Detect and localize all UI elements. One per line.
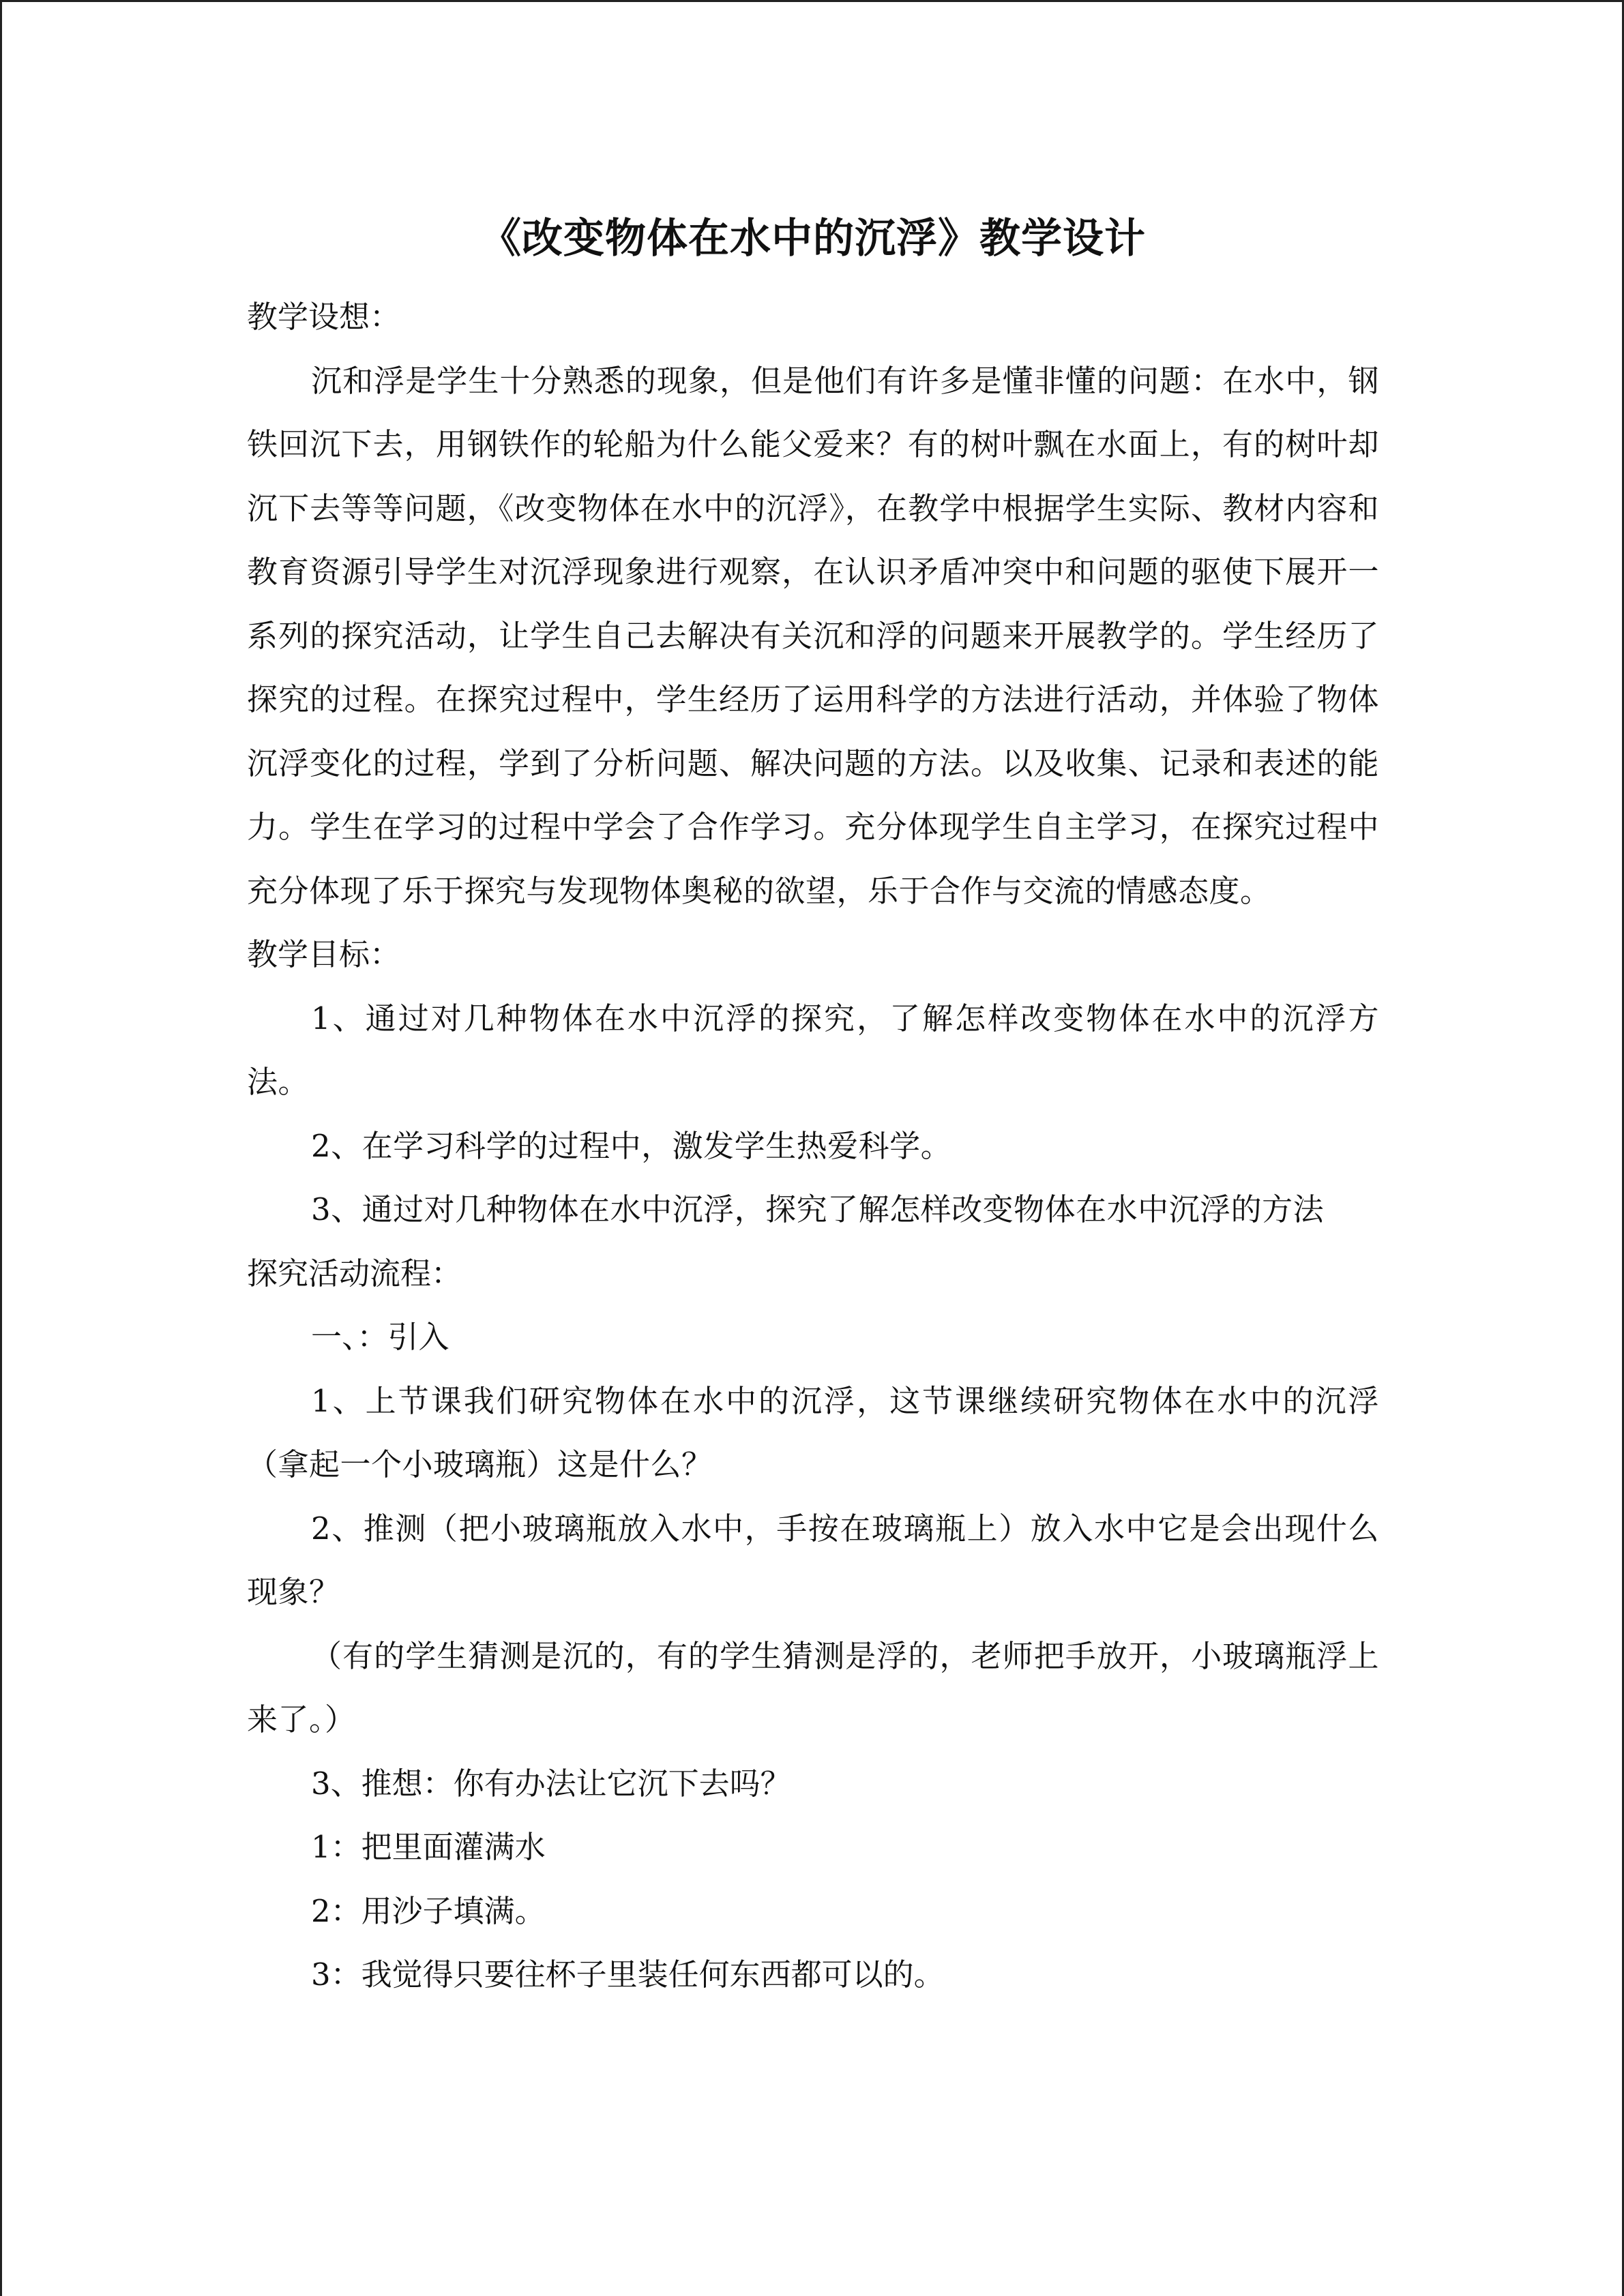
section-heading-idea: 教学设想：	[247, 299, 401, 335]
step-item-2: 2、推测（把小玻璃瓶放入水中，手按在玻璃瓶上）放入水中它是会出现什么现象？	[247, 1510, 1379, 1610]
step-item-3: 3、推想：你有办法让它沉下去吗？	[311, 1765, 791, 1802]
section-heading-goals: 教学目标：	[247, 936, 401, 972]
step-heading: 一、：引入	[311, 1319, 449, 1355]
answer-item-3: 3：我觉得只要往杯子里装任何东西都可以的。	[311, 1956, 945, 1993]
document-body	[247, 205, 1379, 2007]
section-heading-flow: 探究活动流程：	[247, 1255, 462, 1292]
page-title: 《改变物体在水中的沉浮》教学设计	[480, 215, 1146, 263]
goal-item-2: 2、在学习科学的过程中，激发学生热爱科学。	[311, 1127, 952, 1164]
step-item-2-note: （有的学生猜测是沉的，有的学生猜测是浮的，老师把手放开，小玻璃瓶浮上来了。）	[247, 1637, 1379, 1738]
answer-item-1: 1：把里面灌满水	[311, 1829, 546, 1865]
goal-item-3: 3、通过对几种物体在水中沉浮，探究了解怎样改变物体在水中沉浮的方法	[311, 1191, 1325, 1227]
step-item-1: 1、上节课我们研究物体在水中的沉浮，这节课继续研究物体在水中的沉浮（拿起一个小玻璃瓶）这是什么？	[247, 1382, 1379, 1482]
idea-paragraph: 沉和浮是学生十分熟悉的现象，但是他们有许多是懂非懂的问题：在水中，钢铁回沉下去，用钢铁作的轮船为什么能父爱来？有的树叶飘在水面上，有的树叶却沉下去等等问题，《改变物体在水中的沉浮》，在教学中根据学生实际、教材内容和教育资源引导学生对沉浮现象进行观察，在认识矛盾冲突中和问题的驱使下展开一系列的探究活动，让学生自己去解决有关沉和浮的问题来开展教学的。学生经历了探究的过程。在探究过程中，学生经历了运用科学的方法进行活动，并体验了物体沉浮变化的过程，学到了分析问题、解决问题的方法。以及收集、记录和表述的能力。学生在学习的过程中学会了合作学习。充分体现学生自主学习，在探究过程中充分体现了乐于探究与发现物体奥秘的欲望，乐于合作与交流的情感态度。	[247, 362, 1379, 909]
goal-item-1: 1、通过对几种物体在水中沉浮的探究，了解怎样改变物体在水中的沉浮方法。	[247, 1000, 1379, 1100]
answer-item-2: 2：用沙子填满。	[311, 1892, 546, 1929]
